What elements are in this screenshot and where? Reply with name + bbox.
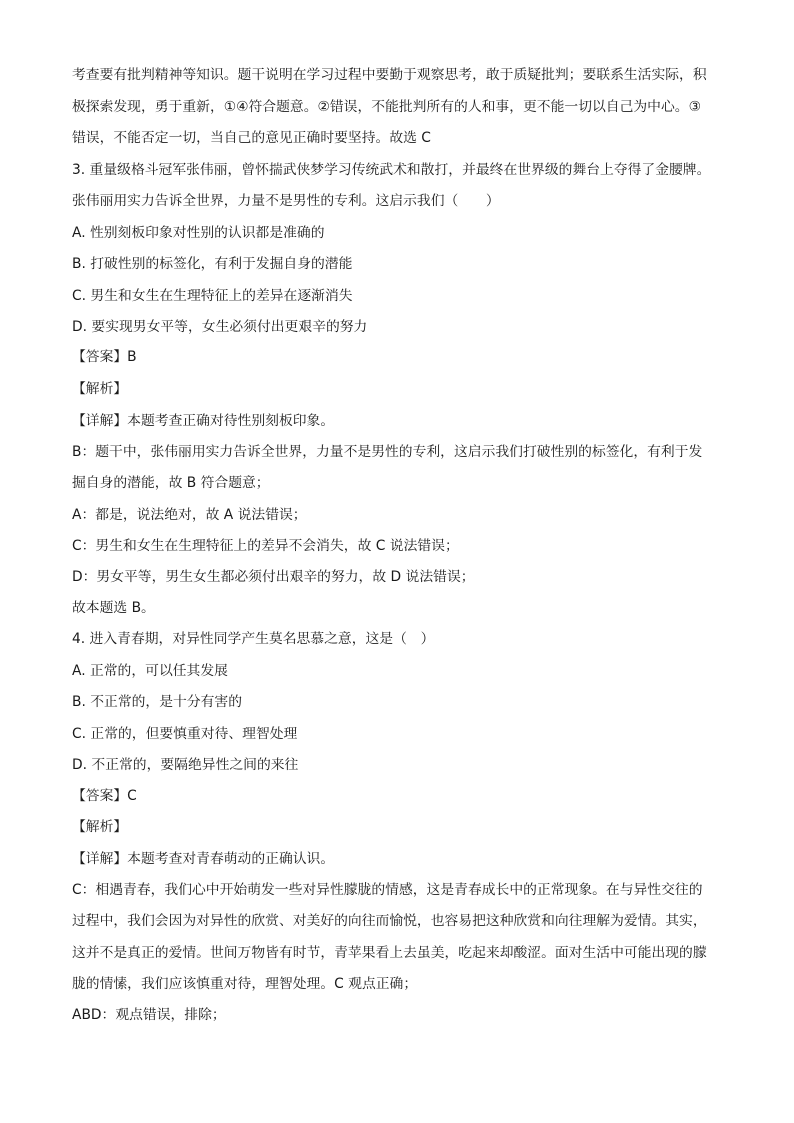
question-3-option-d: D. 要实现男女平等，女生必须付出更艰辛的努力 — [72, 319, 368, 335]
question-4-option-a: A. 正常的，可以任其发展 — [72, 663, 228, 679]
detail-text: 这并不是真正的爱情。世间万物皆有时节，青苹果看上去虽美，吃起来却酸涩。面对生活中可能出现的朦 — [72, 945, 707, 961]
question-4-option-b: B. 不正常的，是十分有害的 — [72, 694, 243, 710]
detail-text: A：都是，说法绝对，故 A 说法错误； — [72, 507, 307, 523]
detail-text: 故本题选 B。 — [72, 600, 155, 616]
detail-text: 胧的情愫，我们应该慎重对待，理智处理。C 观点正确； — [72, 976, 418, 992]
question-4-stem: 4. 进入青春期，对异性同学产生莫名思慕之意，这是（ ） — [72, 631, 435, 647]
detail-text: C：相遇青春，我们心中开始萌发一些对异性朦胧的情感，这是青春成长中的正常现象。在与异性交往的 — [72, 882, 703, 898]
text-line: 错误，不能否定一切，当自己的意见正确时要坚持。故选 C — [72, 130, 431, 146]
detail-text: 【详解】本题考查对青春萌动的正确认识。 — [72, 851, 335, 867]
detail-text: B：题干中，张伟丽用实力告诉全世界，力量不是男性的专利，这启示我们打破性别的标签化，有利于发 — [72, 444, 703, 460]
question-3-option-b: B. 打破性别的标签化，有利于发掘自身的潜能 — [72, 256, 353, 272]
question-4-option-c: C. 正常的，但要慎重对待、理智处理 — [72, 726, 298, 742]
answer-label: 【答案】C — [72, 788, 137, 804]
question-3-option-c: C. 男生和女生在生理特征上的差异在逐渐消失 — [72, 288, 353, 304]
question-4-option-d: D. 不正常的，要隔绝异性之间的来往 — [72, 757, 299, 773]
text-line: 考查要有批判精神等知识。题干说明在学习过程中要勤于观察思考，敢于质疑批判；要联系生活实际，积 — [72, 67, 707, 83]
analysis-label: 【解析】 — [72, 819, 128, 835]
question-3-stem: 张伟丽用实力告诉全世界，力量不是男性的专利。这启示我们（ ） — [72, 193, 500, 209]
text-line: 极探索发现，勇于重新，①④符合题意。②错误，不能批判所有的人和事，更不能一切以自己为中心。③ — [72, 99, 701, 115]
detail-text: C：男生和女生在生理特征上的差异不会消失，故 C 说法错误； — [72, 538, 459, 554]
detail-text: D：男女平等，男生女生都必须付出艰辛的努力，故 D 说法错误； — [72, 569, 475, 585]
detail-text: 掘自身的潜能，故 B 符合题意； — [72, 475, 270, 491]
question-3-stem: 3. 重量级格斗冠军张伟丽，曾怀揣武侠梦学习传统武术和散打，并最终在世界级的舞台上夺得了金腰牌。 — [72, 162, 711, 178]
answer-label: 【答案】B — [72, 349, 137, 365]
detail-text: ABD：观点错误，排除； — [72, 1007, 226, 1023]
detail-text: 过程中，我们会因为对异性的欣赏、对美好的向往而愉悦，也容易把这种欣赏和向往理解为爱情。其实， — [72, 913, 707, 929]
detail-text: 【详解】本题考查正确对待性别刻板印象。 — [72, 413, 335, 429]
question-3-option-a: A. 性别刻板印象对性别的认识都是准确的 — [72, 225, 325, 241]
analysis-label: 【解析】 — [72, 381, 128, 397]
